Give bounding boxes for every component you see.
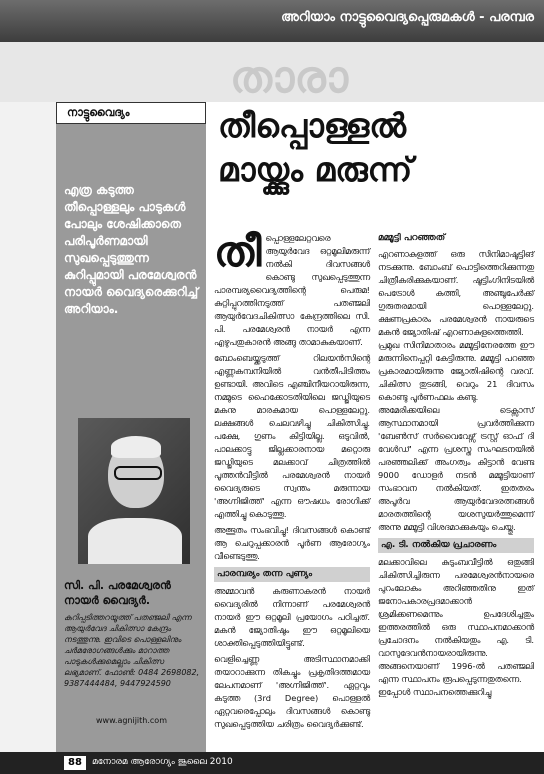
faded-background-text: താരാ <box>230 52 349 102</box>
article-title <box>218 104 538 192</box>
series-banner <box>0 0 544 42</box>
section-tab-label: നാട്ടുവൈദ്യം <box>67 106 130 119</box>
paragraph: ഇപ്പോൾ സ്ഥാപനത്തെക്കുറിച്ചു <box>378 687 492 697</box>
section-tab <box>56 102 206 124</box>
title-line-2: മായ്ക്കും മരുന്ന് <box>218 150 413 189</box>
sidebar-blurb: എത്ര കടുത്ത തീപ്പൊള്ളലും പാടുകൾ പോലും ശേഷിക്കാതെ പരിപൂർണമായി സുഖപ്പെടുത്തുന്ന കുറിപ്പുമായി പരമേശ്വരൻ നായർ വൈദ്യരെക്കുറിച്ച് അറിയാം. <box>64 183 199 316</box>
title-line-1: തീപ്പൊള്ളൽ <box>218 106 407 145</box>
drop-cap: തീ <box>214 227 262 276</box>
author-website: www.agnijith.com <box>96 716 167 725</box>
series-title: അറിയാം നാട്ടുവൈദ്യപ്പെരുമകൾ - പരമ്പര <box>281 10 534 25</box>
paragraph: പ്രമുഖ സിനിമാതാരം മമ്മൂട്ടിനേരത്തേ ഈ മരുന്നിനെപ്പറ്റി കേട്ടിരുന്നു. മമ്മൂട്ടി പറഞ്ഞ പ്രകാരമായിരുന്നു ജ്യോതിഷിന്റെ വരവ്. ചികിത്സ തുടങ്ങി, വെറും 21 ദിവസം കൊണ്ടു പൂർണഫലം കണ്ടു. <box>378 340 534 402</box>
article-column-1 <box>214 227 370 731</box>
subheading: പാരമ്പര്യം തന്ന പുണ്യം <box>214 567 370 582</box>
paragraph-text: പ്പൊള്ളലേറ്റവരെ ആയുർവേദ ഒറ്റമൂലിമരുന്ന് നൽകി ദിവസങ്ങൾ കൊണ്ടു സുഖപ്പെടുത്തുന്ന പാരമ്പര്യവൈദ്യത്തിന്റെ പെരുമ! കുറ്റിപ്പുറത്തിനടുത്ത് പതഞ്ജലി ആയുർവേദചികിത്സാ കേന്ദ്രത്തിലെ സി. പി. പരമേശ്വരൻ നായർ എന്ന എഴുപതുകാരൻ അങ്ങു താമാകുകയാണ്. <box>214 233 370 347</box>
paragraph: അമ്മാവൻ കരുണാകരൻ നായർ വൈദ്യരിൽ നിന്നാണ് പരമേശ്വരൻ നായർ ഈ ഒറ്റമൂലി പ്രയോഗം പഠിച്ചത്. മകൻ ജ്യോതിഷും ഈ ഒറ്റമൂലിയെ ശാക്തിപ്പെടുത്തിയിട്ടുണ്ട്. <box>214 586 370 648</box>
publication-line: മനോരമ ആരോഗ്യം ജൂലൈ 2010 <box>92 757 233 767</box>
page-number: 88 <box>64 756 86 770</box>
author-name: സി. പി. പരമേശ്വരൻ നായർ വൈദ്യർ. <box>64 579 171 607</box>
subheading: മമ്മൂട്ടി പറഞ്ഞത് <box>378 233 446 243</box>
paragraph: അത്ഭുതം സംഭവിച്ചു! ദിവസങ്ങൾ കൊണ്ട് ആ ചെറുപ്പക്കാരൻ പൂർണ ആരോഗ്യം വീണ്ടെടുത്തു. <box>214 525 370 561</box>
photo-glasses <box>114 466 162 480</box>
paragraph: മലക്കാവിലെ കുടുംബവീട്ടിൽ ഒതുങ്ങി ചികിത്സിച്ചിരുന്ന പരമേശ്വരൻനായരെ പുറംലോകം അറിഞ്ഞതിനു ഇത് ജനോപകാരപ്രദമാക്കാൻ ശ്രമിക്കണമെന്നും ഉപദേശിച്ചതും ഇത്തരത്തിൽ ഒരു സ്ഥാപനമാക്കാൻ പ്രചോദനം നൽകിയതും എ. ടി. വാസുദേവൻനായരായിരുന്നു. അങ്ങനെയാണ് 1996-ൽ പതഞ്ജലി എന്ന സ്ഥാപനം രൂപപ്പെടുന്നതുതന്നെ. <box>378 557 534 684</box>
subheading: എ. ടി. നൽകിയ പ്രചാരണം <box>378 538 534 553</box>
paragraph: വെളിച്ചെണ്ണ അടിസ്ഥാനമാക്കി തയാറാക്കുന്ന തികച്ചും പ്രകൃതിദത്തമായ ലേപനമാണ് 'അഗ്നിജിത്ത്'. ഏറ്റവും കടുത്ത (3rd Degree) പൊള്ളൽ ഏറ്റവരെപ്പോലും ദിവസങ്ങൾ കൊണ്ടു സുഖപ്പെടുത്തിയ ചരിത്രം വൈദ്യർക്കുണ്ട്. <box>214 654 370 729</box>
decorative-header-area <box>0 42 544 102</box>
paragraph: ബോംബെയ്ക്കടുത്ത് റിലയൻസിന്റെ എണ്ണകമ്പനിയിൽ വൻതീപിടിത്തം ഉണ്ടായി. അവിടെ എഞ്ചിനീയറായിരുന്ന, നമ്മുടെ ഹൈക്കോടതിയിലെ ജഡ്ജിയുടെ മകനു മാരകമായ പൊള്ളലേറ്റു. ലക്ഷങ്ങൾ ചെലവഴിച്ചു ചികിത്സിച്ചു. പക്ഷേ, ഗുണം കിട്ടിയില്ല. ഒടുവിൽ, പാലക്കാട്ടു ജില്ലക്കാരനായ മറ്റൊരു ജഡ്ജിയുടെ മലക്കാവ് ചിത്രത്തിൽ പൂത്തൻവീട്ടിൽ പരമേശ്വരൻ നായർ വൈദ്യരുടെ സ്വന്തം മരുന്നായ 'അഗ്നിജിത്ത്' എന്ന ഔഷധം രോഗിക്ക് എത്തിച്ചു കൊടുത്തു. <box>214 353 370 519</box>
article-column-2 <box>378 232 534 699</box>
paragraph: അമേരിക്കയിലെ ടെക്സാസ് ആസ്ഥാനമായി പ്രവർത്തിക്കുന്ന 'ബേൺസ് സർവൈവേഴ്സ് ട്രസ്റ്റ് ഓഫ് ദി വേൾഡ്' എന്ന പ്രശസ്ത സംഘടനയിൽ പരഞ്ഞലിക്ക് അംഗത്വം കിട്ടാൻ വേണ്ട 9000 ഡോളർ നടൻ മമ്മൂട്ടിയാണ് സംഭാവന നൽകിയത്. ഇതതരം അപൂർവ ആയുർവേദരത്നങ്ങൾ മാരതത്തിന്റെ യശസുയർത്തുമെന്ന് അന്നു മമ്മൂട്ടി വിശദമാക്കുകയും ചെയ്തു. <box>378 405 534 532</box>
author-bio: കുറിപ്പടിത്തറയൂത്ത് പതഞ്ജലി എന്ന ആയുർവേദ ചികിത്സാ കേന്ദ്രം നടത്തുന്നു. ഇവിടെ പൊള്ളലിനും ചർമരോഗങ്ങൾക്കും മാറാത്ത പാടുകൾക്കുമെല്ലാം ചികിത്സ ലഭ്യമാണ്. ഫോൺ: 0484 2698082, 9387444484, 9447924590 <box>64 613 200 688</box>
page-footer <box>0 752 544 774</box>
paragraph <box>214 227 370 349</box>
paragraph: എറണാകുളത്ത് ഒരു സിനിമാഷൂട്ടിങ് നടക്കുന്നു. ബോംബ് പൊട്ടിത്തെറിക്കുന്നതു ചിത്രീകരിക്കുകയാണ്. ഷൂട്ടിംഗിനിടയിൽ പെട്രോൾ കത്തി, അഞ്ചുപേർക്ക് ഗുരുതരമായി പൊള്ളലേറ്റു. ക്ഷണപ്രകാരം പരമേശ്വരൻ നായരുടെ മകൻ ജ്യോതിഷ് എറണാകുളത്തെത്തി. <box>378 249 534 337</box>
left-margin <box>0 102 56 752</box>
author-photo <box>78 418 190 564</box>
photo-shirt <box>88 518 182 564</box>
photo-hair <box>111 436 161 458</box>
